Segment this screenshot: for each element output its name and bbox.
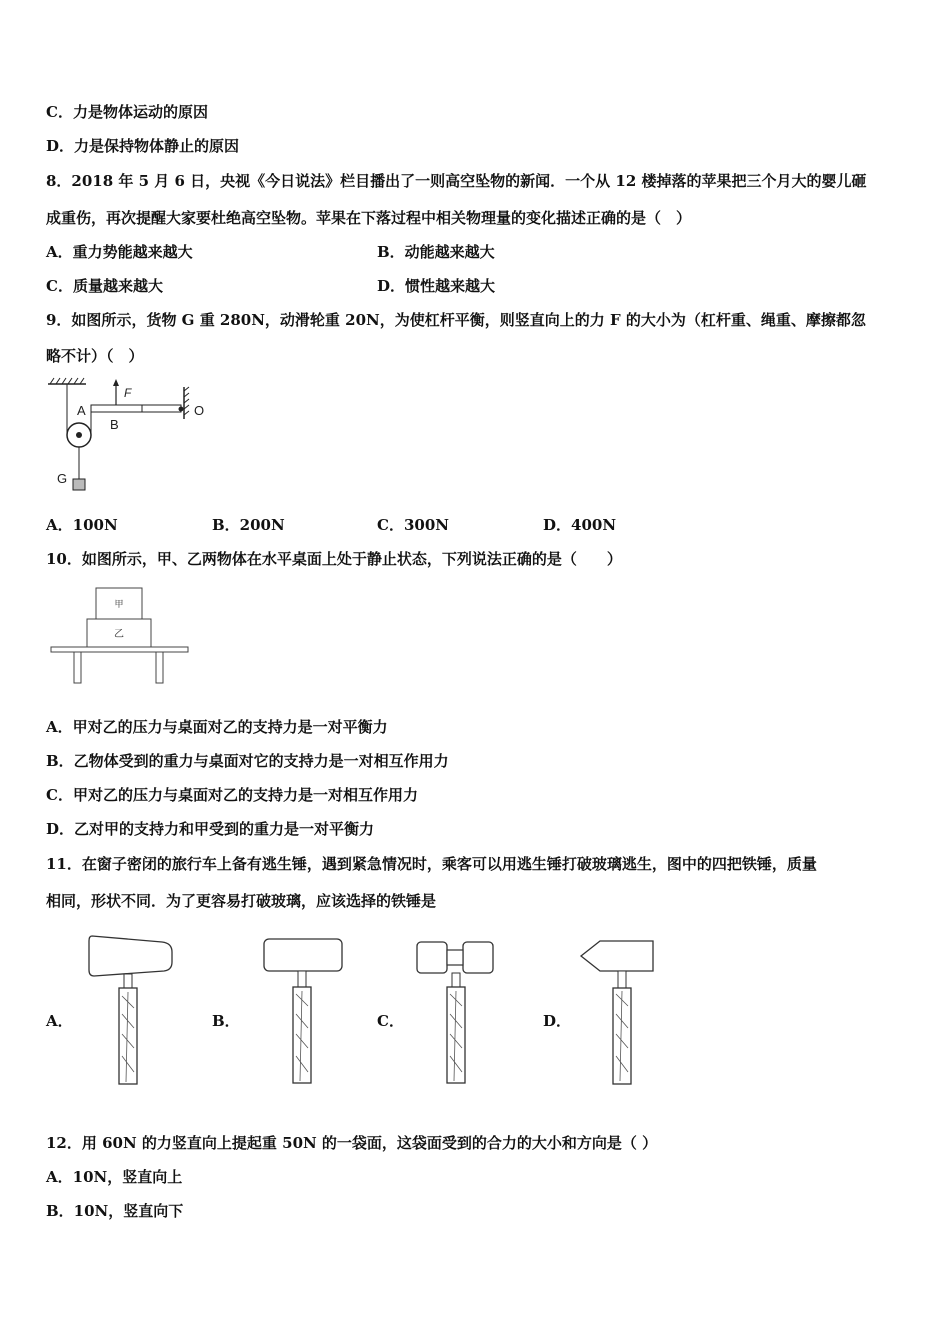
q12-stem: 12．用 60N 的力竖直向上提起重 50N 的一袋面，这袋面受到的合力的大小和方向是（ ） — [46, 1134, 658, 1152]
table-top — [51, 647, 188, 652]
q8-stem-line2: 成重伤，再次提醒大家要杜绝高空坠物。苹果在下落过程中相关物理量的变化描述正确的是（ ） — [46, 209, 692, 227]
q9-stem-line1: 9．如图所示，货物 G 重 280N，动滑轮重 20N，为使杠杆平衡，则竖直向上的力 F 的大小为（杠杆重、绳重、摩擦都忽 — [46, 311, 866, 329]
pivot-o — [179, 407, 184, 412]
q8-option-d: D．惯性越来越大 — [377, 277, 496, 295]
label-b: B — [110, 417, 119, 432]
q11-option-c: C． — [377, 1012, 404, 1030]
q11-option-d: D． — [543, 1012, 572, 1030]
label-o: O — [194, 403, 205, 418]
q7-option-d: D．力是保持物体静止的原因 — [46, 137, 240, 155]
hammer-d-figure — [578, 936, 658, 1088]
label-a: A — [77, 403, 86, 418]
q10-option-a: A．甲对乙的压力与桌面对乙的支持力是一对平衡力 — [46, 718, 388, 736]
q10-option-d: D．乙对甲的支持力和甲受到的重力是一对平衡力 — [46, 820, 375, 838]
q10-stem: 10．如图所示，甲、乙两物体在水平桌面上处于静止状态，下列说法正确的是（ ） — [46, 550, 622, 568]
q10-option-c: C．甲对乙的压力与桌面对乙的支持力是一对相互作用力 — [46, 786, 418, 804]
q9-option-b: B．200N — [212, 516, 285, 534]
q8-option-a: A．重力势能越来越大 — [46, 243, 193, 261]
q9-option-c: C．300N — [377, 516, 449, 534]
weight-block — [73, 479, 85, 490]
q8-option-c: C．质量越来越大 — [46, 277, 163, 295]
q8-stem-line1: 8．2018 年 5 月 6 日，央视《今日说法》栏目播出了一则高空坠物的新闻．一个从 12 楼掉落的苹果把三个月大的婴儿砸 — [46, 172, 867, 190]
q8-option-b: B．动能越来越大 — [377, 243, 495, 261]
q9-lever-pulley-figure — [42, 375, 222, 497]
q9-option-d: D．400N — [543, 516, 617, 534]
label-jia: 甲 — [114, 599, 124, 609]
lever-bar — [91, 405, 181, 412]
q7-option-c: C．力是物体运动的原因 — [46, 103, 208, 121]
q9-option-a: A．100N — [46, 516, 118, 534]
hammer-b-figure — [260, 936, 348, 1086]
q10-option-b: B．乙物体受到的重力与桌面对它的支持力是一对相互作用力 — [46, 752, 449, 770]
label-g: G — [57, 471, 68, 486]
q12-option-a: A．10N，竖直向上 — [46, 1168, 183, 1186]
label-yi: 乙 — [114, 629, 124, 640]
hammer-a-figure — [86, 932, 178, 1088]
q11-option-b: B． — [212, 1012, 240, 1030]
hammer-c-figure — [414, 936, 498, 1086]
q11-stem-line1: 11．在窗子密闭的旅行车上备有逃生锤，遇到紧急情况时，乘客可以用逃生锤打破玻璃逃生，图中的四把铁锤，质量 — [46, 855, 817, 873]
q12-option-b: B．10N，竖直向下 — [46, 1202, 184, 1220]
q11-option-a: A． — [46, 1012, 73, 1030]
q9-stem-line2: 略不计）（ ） — [46, 347, 144, 365]
q11-stem-line2: 相同，形状不同．为了更容易打破玻璃，应该选择的铁锤是 — [46, 892, 437, 910]
q10-table-blocks-figure — [48, 582, 193, 688]
label-f: F — [124, 386, 132, 400]
